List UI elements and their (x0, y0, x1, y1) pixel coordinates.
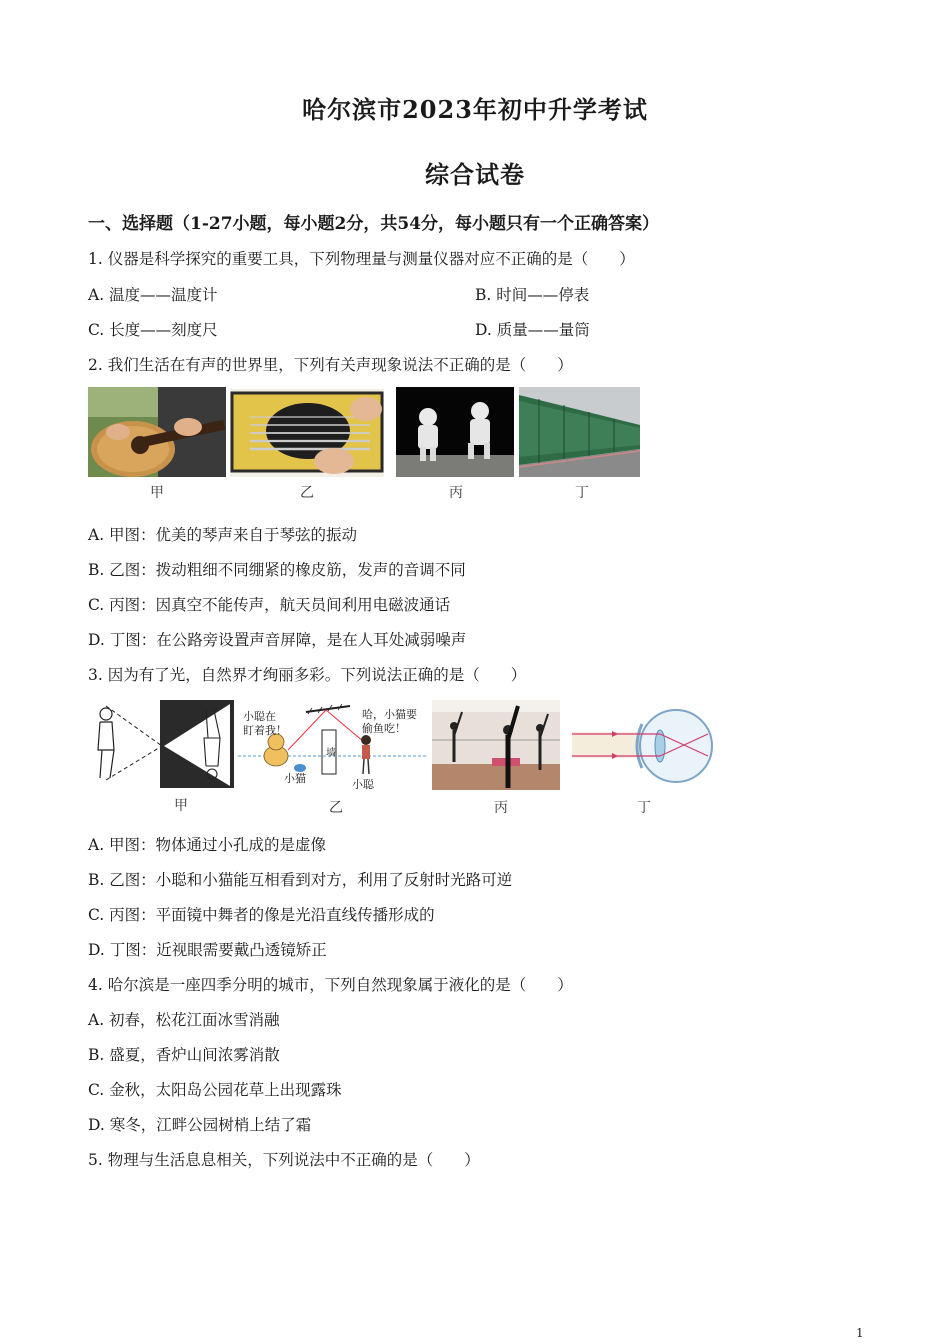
question-1-stem: 1. 仪器是科学探究的重要工具，下列物理量与测量仪器对应不正确的是（ ） (88, 250, 635, 268)
question-3-option-d[interactable]: D. 丁图：近视眼需要戴凸透镜矫正 (88, 941, 327, 959)
astronauts-photo (396, 387, 514, 477)
pinhole-camera-diagram (88, 698, 236, 790)
question-2-option-a[interactable]: A. 甲图：优美的琴声来自于琴弦的振动 (88, 526, 358, 544)
guitar-photo (88, 387, 226, 477)
question-4-option-c[interactable]: C. 金秋，太阳岛公园花草上出现露珠 (88, 1081, 342, 1099)
question-4-option-a[interactable]: A. 初春，松花江面冰雪消融 (88, 1011, 280, 1029)
cat-label: 小猫 (284, 772, 306, 785)
dancers-mirror-photo (432, 700, 560, 790)
boy-speech-line1: 哈，小猫要 (362, 708, 417, 721)
question-4-stem: 4. 哈尔滨是一座四季分明的城市，下列自然现象属于液化的是（ ） (88, 976, 573, 994)
q3-caption-bing: 丙 (494, 800, 508, 816)
cat-speech-line1: 小聪在 (243, 710, 276, 723)
section-heading: 一、选择题（1-27小题，每小题2分，共54分，每小题只有一个正确答案） (88, 214, 660, 234)
cat-speech-line2: 盯着我！ (243, 724, 287, 737)
wall-label: 墙 (326, 748, 336, 759)
question-2-option-c[interactable]: C. 丙图：因真空不能传声，航天员间利用电磁波通话 (88, 596, 451, 614)
q2-caption-bing: 丙 (449, 485, 463, 501)
q3-caption-ding: 丁 (637, 800, 651, 816)
question-2-option-b[interactable]: B. 乙图：拨动粗细不同绷紧的橡皮筋，发声的音调不同 (88, 561, 466, 579)
boy-label: 小聪 (352, 778, 374, 791)
page-number: 1 (856, 1326, 864, 1340)
question-3-option-c[interactable]: C. 丙图：平面镜中舞者的像是光沿直线传播形成的 (88, 906, 435, 924)
q3-caption-yi: 乙 (329, 800, 343, 816)
question-3-stem: 3. 因为有了光，自然界才绚丽多彩。下列说法正确的是（ ） (88, 666, 527, 684)
question-3-option-b[interactable]: B. 乙图：小聪和小猫能互相看到对方，利用了反射时光路可逆 (88, 871, 513, 889)
question-5-stem: 5. 物理与生活息息相关，下列说法中不正确的是（ ） (88, 1151, 480, 1169)
question-1-option-b[interactable]: B. 时间——停表 (475, 286, 590, 304)
eye-lens-diagram (572, 704, 718, 788)
boy-speech-line2: 偷鱼吃！ (362, 722, 406, 735)
q3-caption-jia: 甲 (174, 798, 188, 814)
question-1-option-a[interactable]: A. 温度——温度计 (88, 286, 218, 304)
question-4-option-b[interactable]: B. 盛夏，香炉山间浓雾消散 (88, 1046, 280, 1064)
sound-barrier-photo (519, 387, 640, 477)
q2-caption-ding: 丁 (575, 485, 589, 501)
question-2-option-d[interactable]: D. 丁图：在公路旁设置声音屏障，是在人耳处减弱噪声 (88, 631, 467, 649)
q2-caption-yi: 乙 (300, 485, 314, 501)
question-2-stem: 2. 我们生活在有声的世界里，下列有关声现象说法不正确的是（ ） (88, 356, 573, 374)
exam-title: 哈尔滨市2023年初中升学考试 (302, 95, 648, 124)
question-3-option-a[interactable]: A. 甲图：物体通过小孔成的是虚像 (88, 836, 327, 854)
exam-subtitle: 综合试卷 (425, 160, 525, 189)
question-1-option-d[interactable]: D. 质量——量筒 (475, 321, 590, 339)
rubber-band-box-photo (230, 389, 384, 477)
question-4-option-d[interactable]: D. 寒冬，江畔公园树梢上结了霜 (88, 1116, 312, 1134)
q2-caption-jia: 甲 (150, 485, 164, 501)
question-1-option-c[interactable]: C. 长度——刻度尺 (88, 321, 218, 339)
